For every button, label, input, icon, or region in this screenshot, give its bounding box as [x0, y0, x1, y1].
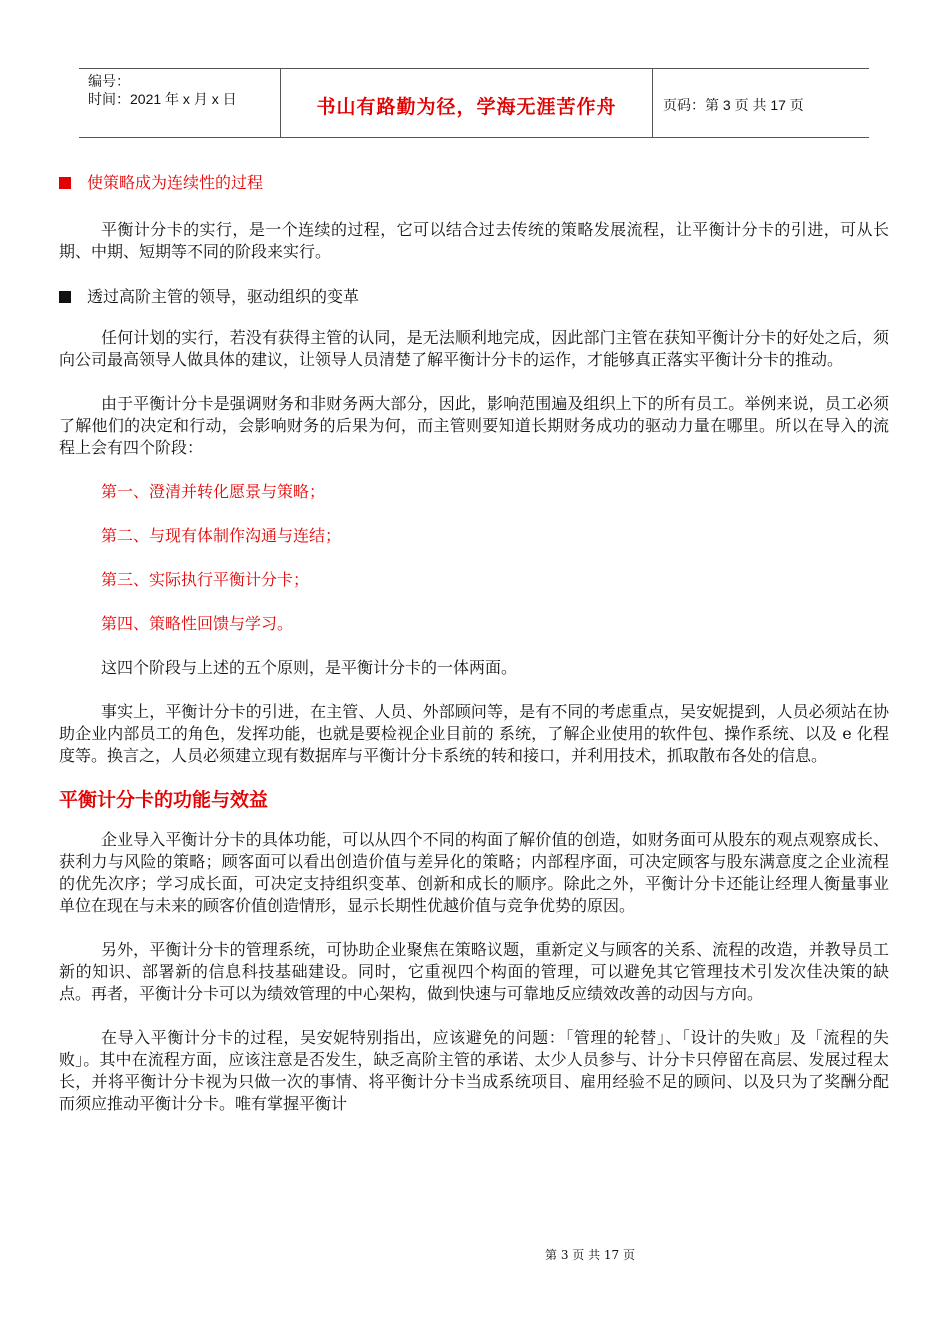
paragraph: 在导入平衡计分卡的过程，吴安妮特别指出，应该避免的问题：「管理的轮替」、「设计的失败」及「流程的失败」。其中在流程方面，应该注意是否发生，缺乏高阶主管的承诺、太少人员参与、计分卡只停留在高层、发展过程太长，并将平衡计分卡视为只做一次的事情、将平衡计分卡当成系统项目、雇用经验不足的顾问、以及只为了奖酬分配而须应推动平衡计分卡。唯有掌握平衡计 [59, 1028, 889, 1113]
stage-item: 第三、实际执行平衡计分卡； [101, 570, 310, 589]
header-motto: 书山有路勤为径，学海无涯苦作舟 [281, 69, 653, 137]
stage-item: 第一、澄清并转化愿景与策略； [101, 482, 326, 501]
paragraph: 另外，平衡计分卡的管理系统，可协助企业聚焦在策略议题，重新定义与顾客的关系、流程的改造，并教导员工新的知识、部署新的信息科技基础建设。同时，它重视四个构面的管理，可以避免其它管理技术引发次佳决策的缺点。再者，平衡计分卡可以为绩效管理的中心架构，做到快速与可靠地反应绩效改善的动因与方向。 [59, 940, 889, 1003]
paragraph: 任何计划的实行，若没有获得主管的认同，是无法顺利地完成，因此部门主管在获知平衡计分卡的好处之后，须向公司最高领导人做具体的建议，让领导人员清楚了解平衡计分卡的运作，才能够真正落实平衡计分卡的推动。 [59, 328, 889, 369]
bullet-text: 使策略成为连续性的过程 [87, 173, 264, 192]
page-footer [0, 1246, 950, 1263]
document-code: 编号： [88, 73, 130, 89]
bullet-heading [59, 172, 889, 194]
header-page-info: 页码：第 3 页 共 17 页 [663, 97, 804, 113]
paragraph: 这四个阶段与上述的五个原则，是平衡计分卡的一体两面。 [101, 658, 518, 677]
stage-item: 第二、与现有体制作沟通与连结； [101, 526, 342, 545]
header-meta [79, 69, 281, 137]
bullet-heading [59, 286, 889, 308]
bullet-text: 透过高阶主管的领导，驱动组织的变革 [87, 287, 360, 306]
square-bullet-icon [59, 291, 71, 303]
square-bullet-icon [59, 177, 71, 189]
paragraph: 事实上，平衡计分卡的引进，在主管、人员、外部顾问等，是有不同的考虑重点，吴安妮提到，人员必须站在协助企业内部员工的角色，发挥功能，也就是要检视企业目前的 系统，了解企业使用的软件包、操作系统、以及 e 化程度等。换言之，人员必须建立现有数据库与平衡计分卡系统的转和接口，并利用技术，抓取散布各处的信息。 [59, 702, 889, 765]
page-header [79, 68, 869, 138]
paragraph: 平衡计分卡的实行，是一个连续的过程，它可以结合过去传统的策略发展流程，让平衡计分卡的引进，可从长期、中期、短期等不同的阶段来实行。 [59, 220, 889, 261]
document-time: 时间：2021 年 x 月 x 日 [88, 91, 237, 107]
stage-item: 第四、策略性回馈与学习。 [101, 614, 294, 633]
paragraph: 由于平衡计分卡是强调财务和非财务两大部分，因此，影响范围遍及组织上下的所有员工。举例来说，员工必须了解他们的决定和行动，会影响财务的后果为何，而主管则要知道长期财务成功的驱动力量在哪里。所以在导入的流程上会有四个阶段： [59, 394, 889, 457]
section-title: 平衡计分卡的功能与效益 [59, 789, 269, 811]
paragraph: 企业导入平衡计分卡的具体功能，可以从四个不同的构面了解价值的创造，如财务面可从股东的观点观察成长、获利力与风险的策略；顾客面可以看出创造价值与差异化的策略；内部程序面，可决定顾客与股东满意度之企业流程的优先次序；学习成长面，可决定支持组织变革、创新和成长的顺序。除此之外，平衡计分卡还能让经理人衡量事业单位在现在与未来的顾客价值创造情形，显示长期性优越价值与竞争优势的原因。 [59, 830, 889, 915]
document-body [59, 170, 889, 1115]
footer-page-number: 第 3 页 共 17 页 [545, 1248, 635, 1262]
